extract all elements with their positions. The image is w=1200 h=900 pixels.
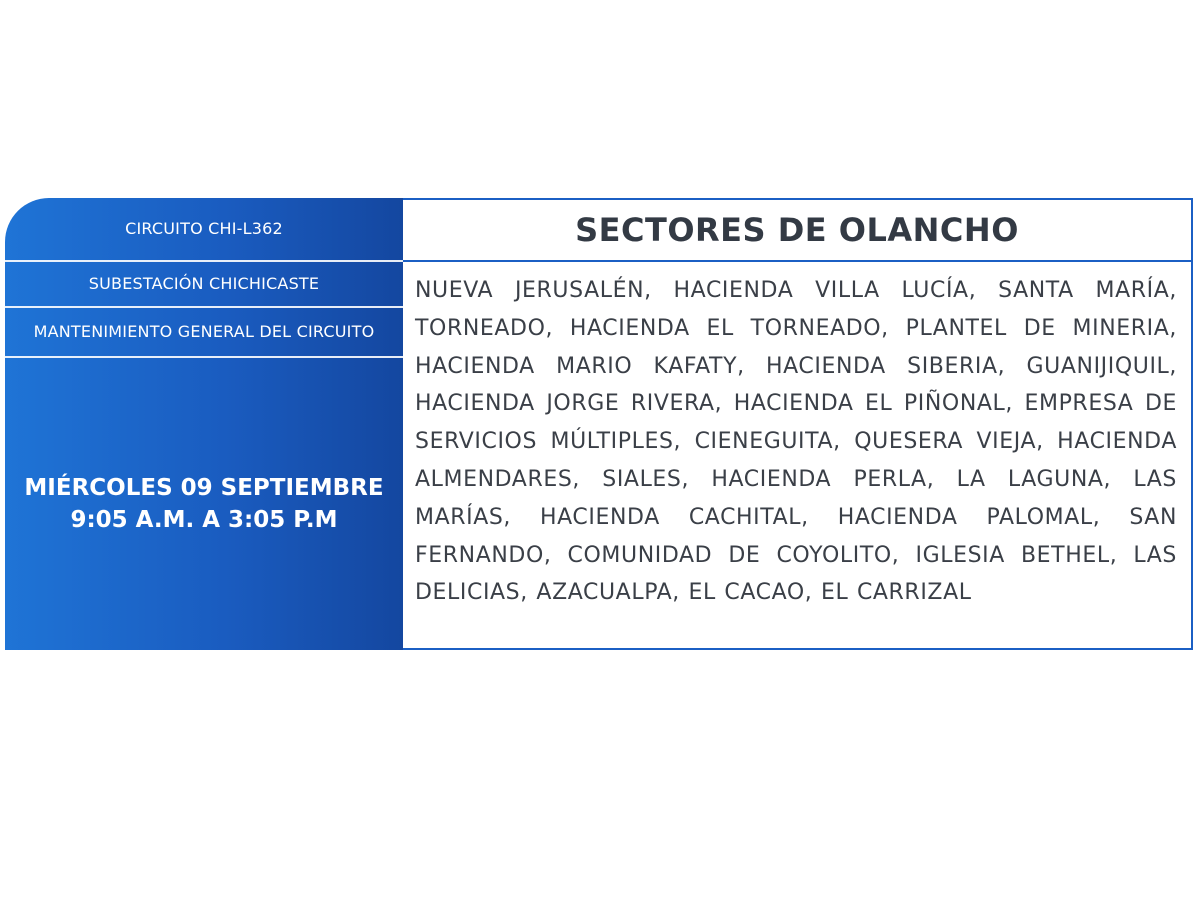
sectors-title: SECTORES DE OLANCHO — [403, 200, 1191, 262]
schedule-time: 9:05 A.M. A 3:05 P.M — [70, 507, 338, 533]
sectors-list: NUEVA JERUSALÉN, HACIENDA VILLA LUCÍA, SANTA MARÍA, TORNEADO, HACIENDA EL TORNEADO, PLANTEL DE MINERIA, HACIENDA MARIO KAFATY, HACIENDA SIBERIA, GUANIJIQUIL, HACIENDA JORGE RIVERA, HACIENDA EL PIÑONAL, EMPRESA DE SERVICIOS MÚLTIPLES, CIENEGUITA, QUESERA VIEJA, HACIENDA ALMENDARES, SIALES, HACIENDA PERLA, LA LAGUNA, LAS MARÍAS, HACIENDA CACHITAL, HACIENDA PALOMAL, SAN FERNANDO, COMUNIDAD DE COYOLITO, IGLESIA BETHEL, LAS DELICIAS, AZACUALPA, EL CACAO, EL CARRIZAL — [415, 278, 1177, 606]
outage-schedule-card — [5, 198, 1193, 650]
maintenance-label: MANTENIMIENTO GENERAL DEL CIRCUITO — [33, 322, 375, 341]
schedule-info-panel — [5, 198, 403, 650]
sectors-panel — [403, 198, 1193, 650]
circuit-label: CIRCUITO CHI-L362 — [125, 219, 283, 238]
substation-label: SUBESTACIÓN CHICHICASTE — [88, 274, 320, 293]
schedule-date: MIÉRCOLES 09 SEPTIEMBRE — [24, 475, 384, 501]
schedule-datetime — [5, 358, 403, 650]
